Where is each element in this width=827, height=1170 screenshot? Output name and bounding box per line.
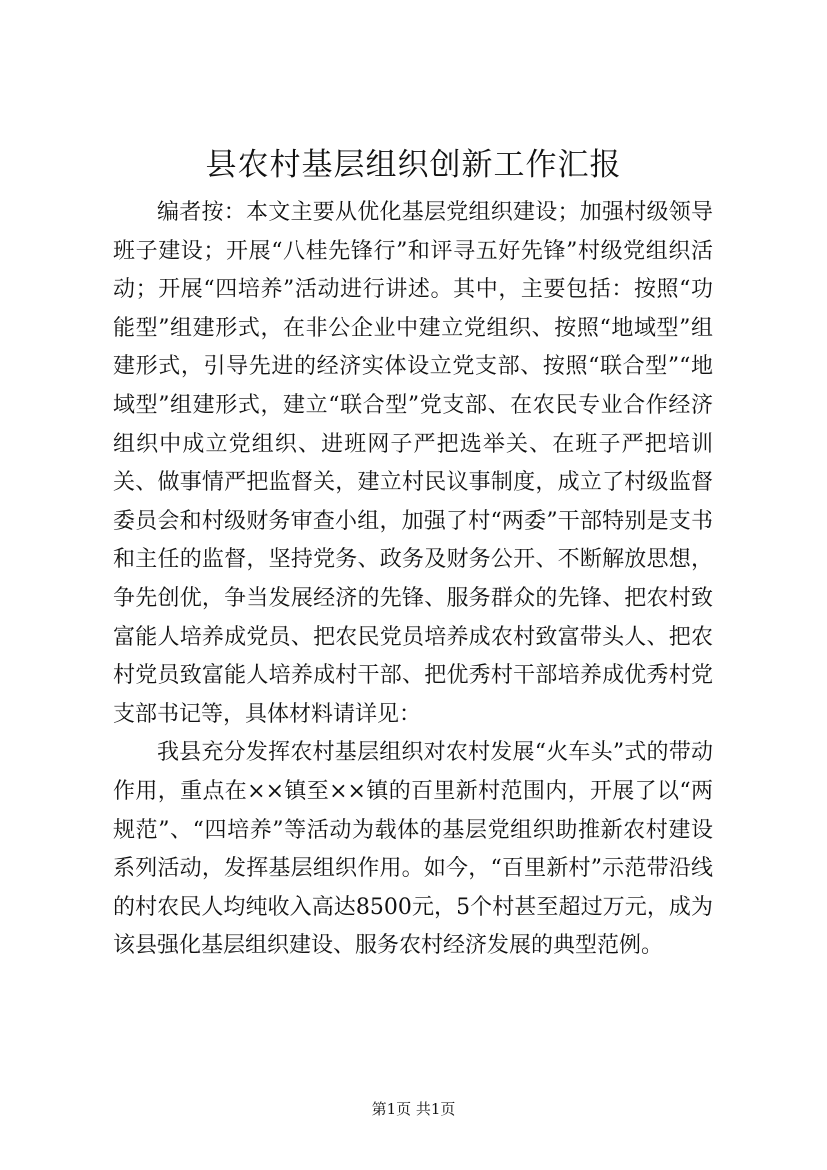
editor-note-paragraph: 编者按：本文主要从优化基层党组织建设；加强村级领导班子建设；开展“八桂先锋行”和评寻五好先锋”村级党组织活动；开展“四培养”活动进行讲述。其中，主要包括：按照“功能型”组建形式，在非公企业中建立党组织、按照“地域型”组建形式，引导先进的经济实体设立党支部、按照“联合型”“地域型”组建形式，建立“联合型”党支部、在农民专业合作经济组织中成立党组织、进班网子严把选举关、在班子严把培训关、做事情严把监督关，建立村民议事制度，成立了村级监督委员会和村级财务审查小组，加强了村“两委”干部特别是支书和主任的监督，坚持党务、政务及财务公开、不断解放思想，争先创优，争当发展经济的先锋、服务群众的先锋、把农村致富能人培养成党员、把农民党员培养成农村致富带头人、把农村党员致富能人培养成村干部、把优秀村干部培养成优秀村党支部书记等，具体材料请详见： [113,200,713,727]
document-title: 县农村基层组织创新工作汇报 [205,147,622,183]
page-footer: 第1页 共1页 [371,1100,456,1118]
body-paragraph: 我县充分发挥农村基层组织对农村发展“火车头”式的带动作用，重点在××镇至××镇的百里新村范围内，开展了以“两规范”、“四培养”等活动为载体的基层党组织助推新农村建设系列活动，发挥基层组织作用。如今，“百里新村”示范带沿线的村农民人均纯收入高达8500元，5个村甚至超过万元，成为该县强化基层组织建设、服务农村经济发展的典型范例。 [113,740,713,959]
document-body [113,194,713,966]
